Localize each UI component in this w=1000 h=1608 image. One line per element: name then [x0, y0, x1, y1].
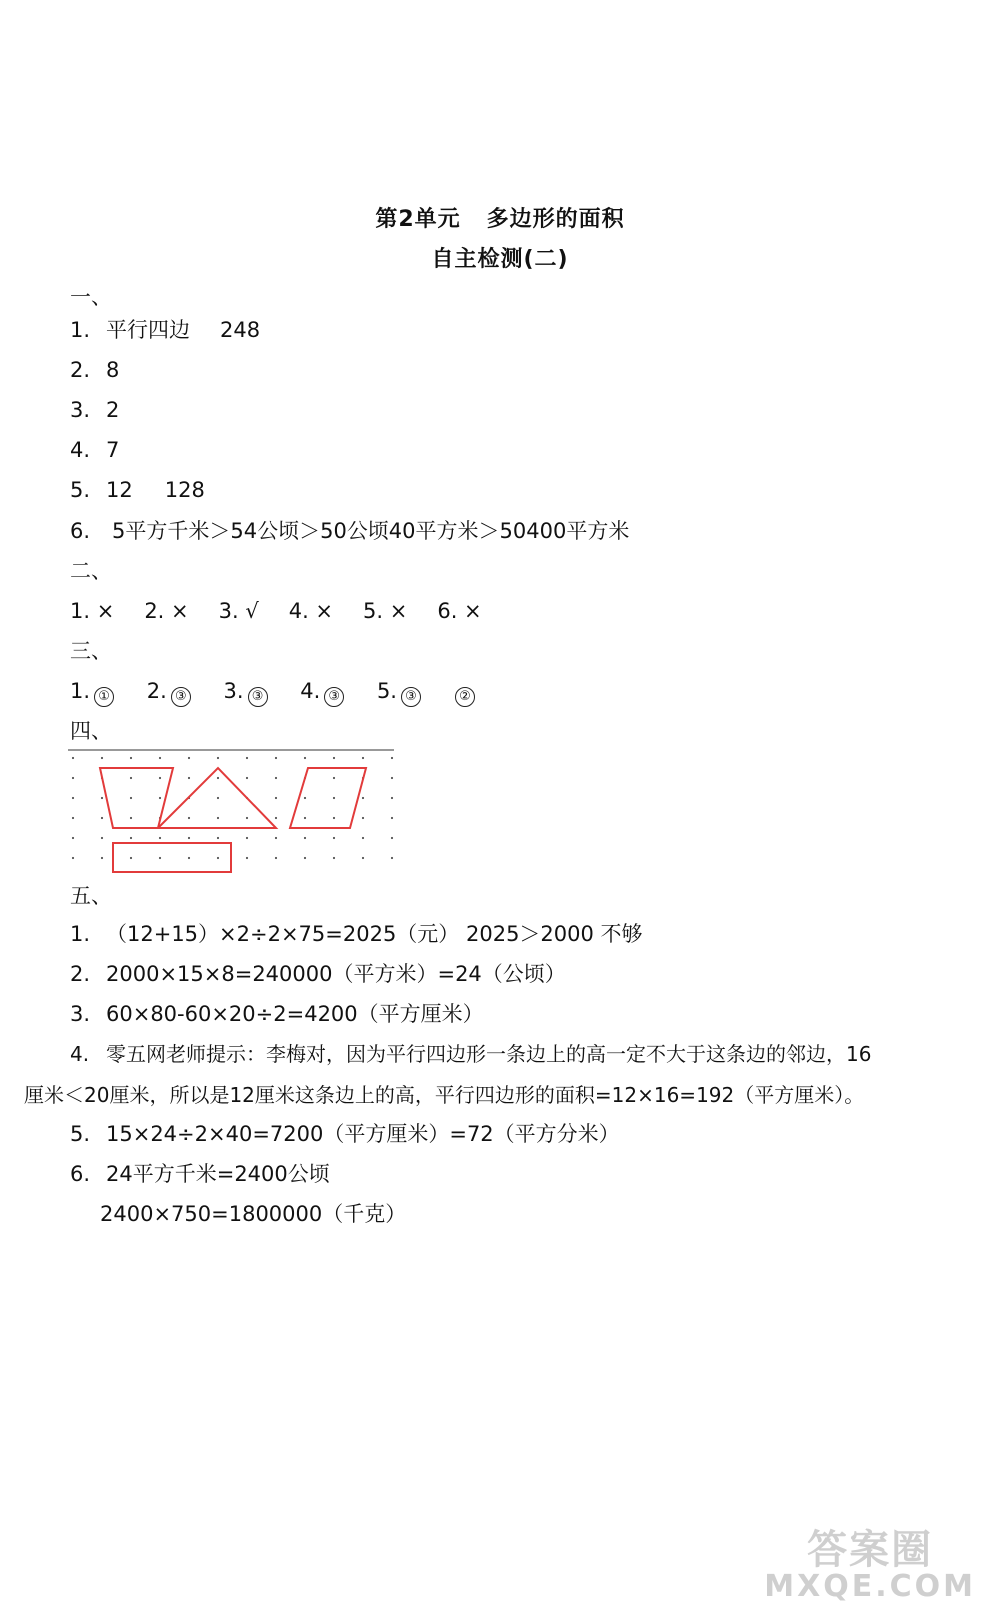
grid-dot [275, 837, 277, 839]
answer-5-4-continued: 厘米＜20厘米，所以是12厘米这条边上的高，平行四边形的面积=12×16=192（平方厘米）。 [24, 1083, 865, 1107]
trapezoid-shape [100, 768, 173, 828]
dot-grid-figure [68, 748, 398, 876]
grid-dot [72, 797, 74, 799]
answer-1-5: 5. 12 128 [70, 478, 205, 502]
grid-dot [101, 797, 103, 799]
answer-1-3: 3. 2 [70, 398, 120, 422]
section-2-answers: 1. × 2. × 3. √ 4. × 5. × 6. × [70, 599, 482, 623]
grid-dot [101, 817, 103, 819]
section-2-label: 二、 [70, 559, 112, 583]
section-3-answers: 1. ① 2. ③ 3. ③ 4. ③ 5. ③ ② [70, 677, 475, 707]
grid-dot [159, 797, 161, 799]
answer-1-1: 1. 平行四边 248 [70, 318, 261, 342]
grid-dot [72, 777, 74, 779]
grid-dot [188, 817, 190, 819]
watermark-logo [764, 1528, 976, 1602]
grid-dot [130, 777, 132, 779]
grid-dot [101, 857, 103, 859]
answer-1-6: 6. 5平方千米＞54公顷＞50公顷40平方米＞50400平方米 [70, 519, 630, 543]
grid-dot [246, 857, 248, 859]
section-5-label: 五、 [70, 884, 112, 908]
grid-dot [217, 837, 219, 839]
test-subtitle: 自主检测(二) [431, 247, 569, 272]
grid-dot [188, 757, 190, 759]
grid-dot [246, 837, 248, 839]
grid-dot [101, 837, 103, 839]
watermark-cn: 答案圈 [807, 1527, 934, 1573]
topic-label: 多边形的面积 [486, 207, 625, 232]
grid-dot [159, 777, 161, 779]
unit-title [0, 202, 1000, 233]
answer-1-2: 2. 8 [70, 358, 120, 382]
grid-dot [130, 837, 132, 839]
grid-dot [188, 837, 190, 839]
grid-dot [391, 777, 393, 779]
answer-5-4: 4. 零五网老师提示：李梅对，因为平行四边形一条边上的高一定不大于这条边的邻边，16 [70, 1042, 872, 1066]
grid-dot [246, 817, 248, 819]
grid-dot [130, 817, 132, 819]
grid-dot [159, 857, 161, 859]
grid-dot [217, 817, 219, 819]
grid-dot [72, 837, 74, 839]
grid-dot [391, 857, 393, 859]
grid-dot [217, 857, 219, 859]
grid-dot [333, 817, 335, 819]
grid-dot [304, 797, 306, 799]
grid-dot [304, 837, 306, 839]
grid-dot [217, 797, 219, 799]
grid-dot [391, 837, 393, 839]
grid-dot [391, 817, 393, 819]
section-1-label: 一、 [70, 285, 112, 309]
grid-dot [188, 857, 190, 859]
answer-5-6: 6. 24平方千米=2400公顷 [70, 1162, 330, 1186]
grid-dot [188, 777, 190, 779]
grid-dot [72, 757, 74, 759]
grid-dot [101, 757, 103, 759]
section-4-label: 四、 [70, 719, 112, 743]
answer-5-6-continued: 2400×750=1800000（千克） [100, 1202, 407, 1226]
grid-dot [333, 777, 335, 779]
grid-dot [362, 857, 364, 859]
grid-dot [304, 757, 306, 759]
grid-dot [130, 757, 132, 759]
answer-5-3: 3. 60×80-60×20÷2=4200（平方厘米） [70, 1002, 484, 1026]
grid-dot [333, 757, 335, 759]
section-3-label: 三、 [70, 639, 112, 663]
grid-dot [304, 857, 306, 859]
grid-dot [275, 777, 277, 779]
unit-label: 第2单元 [375, 207, 461, 232]
grid-dot [159, 757, 161, 759]
grid-dot [217, 757, 219, 759]
answer-5-1: 1. （12+15）×2÷2×75=2025（元） 2025＞2000 不够 [70, 922, 643, 946]
parallelogram-shape [290, 768, 366, 828]
answer-5-5: 5. 15×24÷2×40=7200（平方厘米）=72（平方分米） [70, 1122, 620, 1146]
grid-dot [275, 857, 277, 859]
watermark-url: MXQE.COM [764, 1569, 976, 1604]
grid-dot [391, 797, 393, 799]
grid-dot [246, 777, 248, 779]
grid-dot [391, 757, 393, 759]
grid-dot [246, 757, 248, 759]
grid-dot [275, 757, 277, 759]
grid-dot [72, 857, 74, 859]
grid-dot [333, 837, 335, 839]
grid-dot [275, 797, 277, 799]
grid-dot [304, 817, 306, 819]
grid-dot [333, 797, 335, 799]
grid-dot [362, 757, 364, 759]
grid-dot [362, 817, 364, 819]
grid-dot [130, 797, 132, 799]
grid-dot [275, 817, 277, 819]
grid-dot [362, 797, 364, 799]
answer-1-4: 4. 7 [70, 438, 120, 462]
grid-dot [217, 777, 219, 779]
grid-dot [159, 837, 161, 839]
grid-dot [72, 817, 74, 819]
grid-dot [130, 857, 132, 859]
answer-5-2: 2. 2000×15×8=240000（平方米）=24（公顷） [70, 962, 566, 986]
grid-dot [333, 857, 335, 859]
grid-dot [362, 837, 364, 839]
